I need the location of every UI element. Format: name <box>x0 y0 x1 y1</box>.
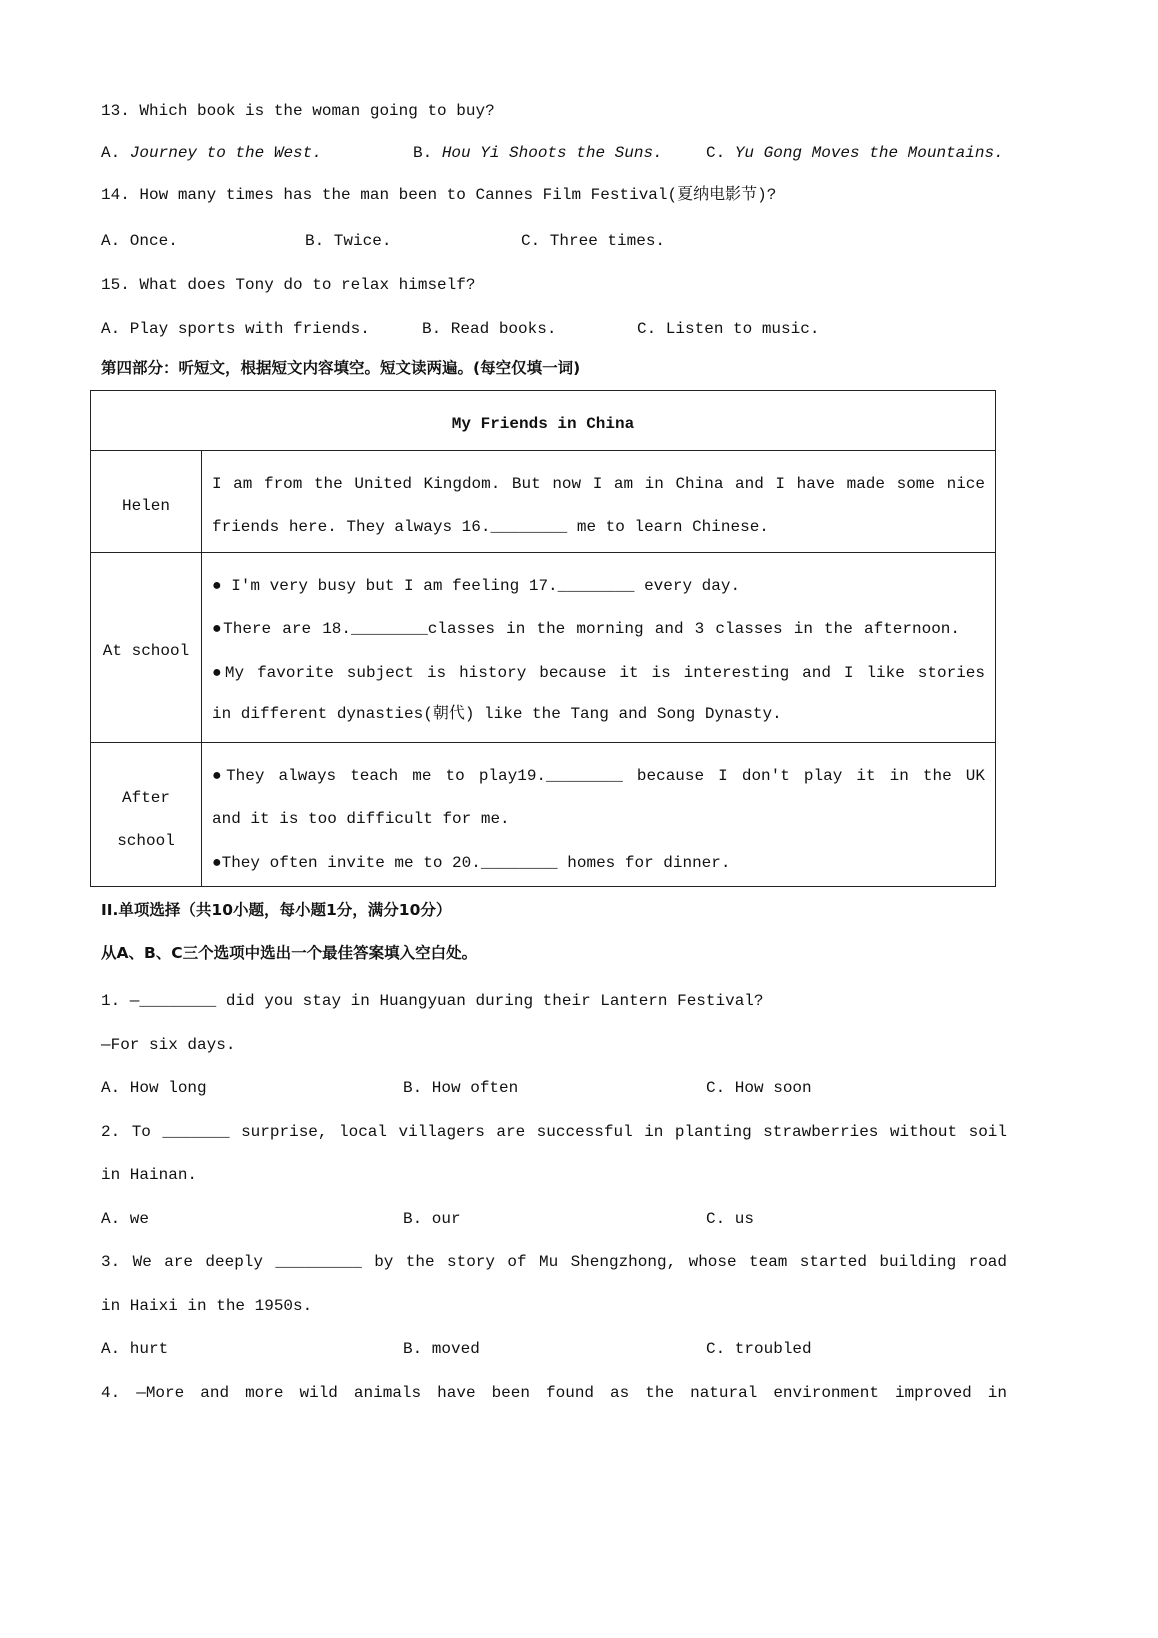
table-line: ●There are 18.________classes in the morning and 3 classes in the afternoon. <box>212 620 960 638</box>
table-line: ●They always teach me to play19.________ because I don't play it in the UK <box>212 767 985 785</box>
q14-option-b: B. Twice. <box>305 232 392 250</box>
section2-heading: II.单项选择（共10小题，每小题1分，满分10分） <box>101 901 452 919</box>
q2-option-a: A. we <box>101 1210 150 1228</box>
section2-instruction: 从A、B、C三个选项中选出一个最佳答案填入空白处。 <box>101 944 478 962</box>
option-text: Journey to the West. <box>129 144 322 162</box>
q2-line2: in Hainan. <box>101 1166 198 1184</box>
q4-line1: 4. —More and more wild animals have been found as the natural environment improved in <box>101 1384 1007 1402</box>
q14-question: 14. How many times has the man been to Cannes Film Festival(夏纳电影节)? <box>101 186 777 204</box>
table-line: friends here. They always 16.________ me to learn Chinese. <box>212 518 769 536</box>
divider <box>201 450 202 886</box>
q3-option-b: B. moved <box>403 1340 480 1358</box>
q2-line1: 2. To _______ surprise, local villagers are successful in planting strawberries without soil <box>101 1123 1007 1141</box>
q13-option-a <box>101 143 322 163</box>
q3-option-c: C. troubled <box>706 1340 812 1358</box>
q15-question: 15. What does Tony do to relax himself? <box>101 276 476 294</box>
q2-option-b: B. our <box>403 1210 461 1228</box>
q1-option-b: B. How often <box>403 1079 519 1097</box>
q1-line1: 1. —________ did you stay in Huangyuan during their Lantern Festival? <box>101 992 764 1010</box>
table-line: ●My favorite subject is history because it is interesting and I like stories <box>212 664 985 682</box>
divider <box>91 450 995 451</box>
q3-option-a: A. hurt <box>101 1340 169 1358</box>
q2-option-c: C. us <box>706 1210 755 1228</box>
option-label: A. <box>101 144 121 162</box>
table-line: and it is too difficult for me. <box>212 810 510 828</box>
option-text: Yu Gong Moves the Mountains. <box>734 144 1004 162</box>
option-text: Hou Yi Shoots the Suns. <box>441 144 663 162</box>
table-line: in different dynasties(朝代) like the Tang and Song Dynasty. <box>212 705 782 723</box>
row-label-after-school: After <box>121 789 170 807</box>
table-line: ●They often invite me to 20.________ homes for dinner. <box>212 854 731 872</box>
q14-option-c: C. Three times. <box>521 232 666 250</box>
option-label: C. <box>706 144 726 162</box>
table-title: My Friends in China <box>451 415 635 433</box>
q15-option-a: A. Play sports with friends. <box>101 320 370 338</box>
q13-question: 13. Which book is the woman going to buy? <box>101 102 495 120</box>
q13-option-b <box>413 143 663 163</box>
q14-option-a: A. Once. <box>101 232 178 250</box>
q15-option-b: B. Read books. <box>422 320 557 338</box>
divider <box>91 742 995 743</box>
q1-line2: —For six days. <box>101 1036 236 1054</box>
part4-heading: 第四部分：听短文，根据短文内容填空。短文读两遍。(每空仅填一词) <box>101 359 581 377</box>
q1-option-c: C. How soon <box>706 1079 812 1097</box>
q3-line1: 3. We are deeply _________ by the story of Mu Shengzhong, whose team started building road <box>101 1253 1007 1271</box>
table-line: ● I'm very busy but I am feeling 17.________ every day. <box>212 577 741 595</box>
option-label: B. <box>413 144 433 162</box>
q13-option-c <box>706 143 1004 163</box>
table-line: I am from the United Kingdom. But now I am in China and I have made some nice <box>212 475 985 493</box>
row-label-helen: Helen <box>121 497 170 515</box>
divider <box>91 552 995 553</box>
q3-line2: in Haixi in the 1950s. <box>101 1297 313 1315</box>
row-label-at-school: At school <box>102 642 190 660</box>
friends-table <box>90 390 996 887</box>
row-label-after-school-2: school <box>117 832 175 850</box>
q1-option-a: A. How long <box>101 1079 207 1097</box>
q15-option-c: C. Listen to music. <box>637 320 820 338</box>
